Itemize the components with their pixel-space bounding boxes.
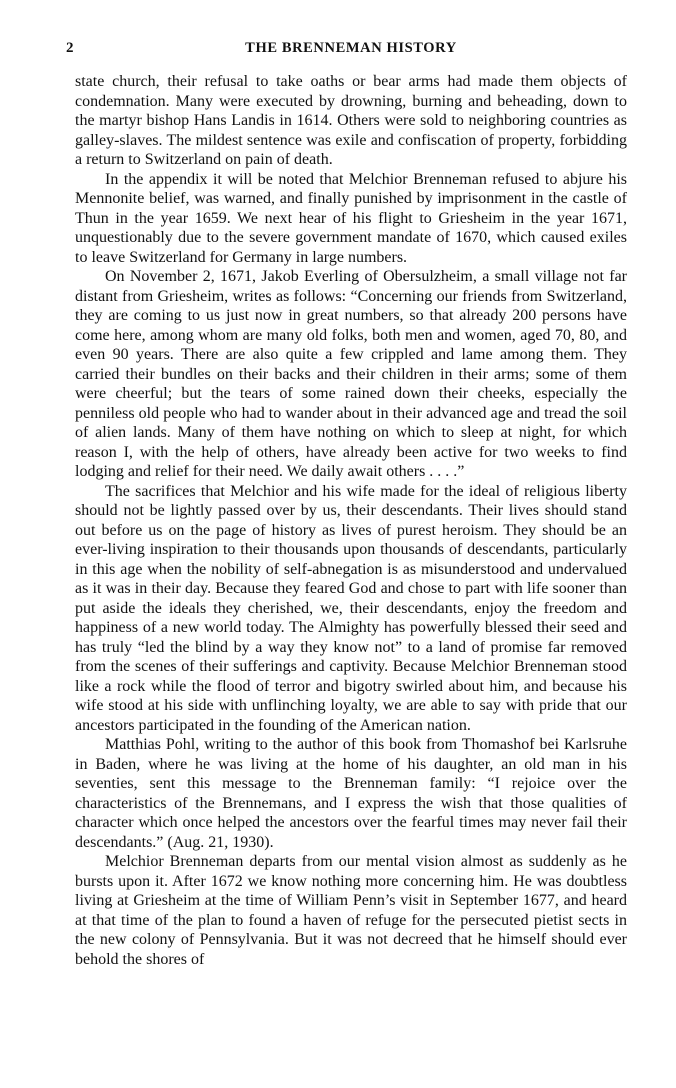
running-head: THE BRENNEMAN HISTORY [245,40,457,56]
page-header [66,40,627,68]
paragraph-continuation: state church, their refusal to take oaths or bear arms had made them objects of condemnation. Many were executed by drowning, burning and beheading, down to the martyr bishop Hans Landis in 1614. Others were sold to neighboring countries as galley-slaves. The mildest sentence was exile and confiscation of property, forbidding a return to Switzerland on pain of death. [75,73,627,168]
book-page [66,40,627,969]
page-number: 2 [66,40,74,56]
paragraph-everling-letter: On November 2, 1671, Jakob Everling of Obersulzheim, a small village not far distant from Griesheim, writes as follows: “Concerning our friends from Switzerland, they are coming to us just now in great numbers, so that already 200 persons have come here, among whom are many old folks, both men and women, aged 70, 80, and even 90 years. There are also quite a few crippled and lame among them. They carried their bundles on their backs and their children in their arms; some of them were cheerful; but the tears of some rained down their cheeks, especially the penniless old people who had to wander about in their advanced age and tread the soil of alien lands. Many of them have nothing on which to sleep at night, for which reason I, with the help of others, have already been active for two weeks to find lodging and relief for their need. We daily await others . . . .” [75,268,627,480]
paragraph-departure: Melchior Brenneman departs from our mental vision almost as suddenly as he bursts upon it. After 1672 we know nothing more concerning him. He was doubtless living at Griesheim at the time of William Penn’s visit in September 1677, and heard at that time of the plan to found a haven of refuge for the persecuted pietist sects in the new colony of Pennsylvania. But it was not decreed that he himself should ever behold the shores of [75,853,627,968]
paragraph-sacrifices: The sacrifices that Melchior and his wife made for the ideal of religious liberty should not be lightly passed over by us, their descendants. Their lives should stand out before us on the page of history as lives of purest heroism. They should be an ever-living inspiration to their thousands upon thousands of descendants, particularly in this age when the nobility of self-abnegation is as misunderstood and undervalued as it was in their day. Because they feared God and chose to part with life sooner than put aside the ideals they cherished, we, their descendants, enjoy the freedom and happiness of a new world today. The Almighty has powerfully blessed their seed and has truly “led the blind by a way they know not” to a land of promise far removed from the scenes of their sufferings and captivity. Because Melchior Brenneman stood like a rock while the flood of terror and bigotry swirled about him, and because his wife stood at his side with unflinching loyalty, we are able to say with pride that our ancestors participated in the founding of the American nation. [75,482,627,734]
paragraph-pohl-message: Matthias Pohl, writing to the author of this book from Thomashof bei Karlsruhe in Baden, where he was living at the home of his daughter, an old man in his seventies, sent this message to the Brenneman family: “I rejoice over the characteristics of the Brennemans, and I express the wish that those qualities of character which once helped the ancestors over the fearful times may never fail their descendants.” (Aug. 21, 1930). [75,736,627,851]
body-text [75,72,627,969]
paragraph-appendix-note: In the appendix it will be noted that Melchior Brenneman refused to abjure his Mennonite belief, was warned, and finally punished by imprisonment in the castle of Thun in the year 1659. We next hear of his flight to Griesheim in the year 1671, unquestionably due to the severe government mandate of 1670, which caused exiles to leave Switzerland for Germany in large numbers. [75,170,627,266]
